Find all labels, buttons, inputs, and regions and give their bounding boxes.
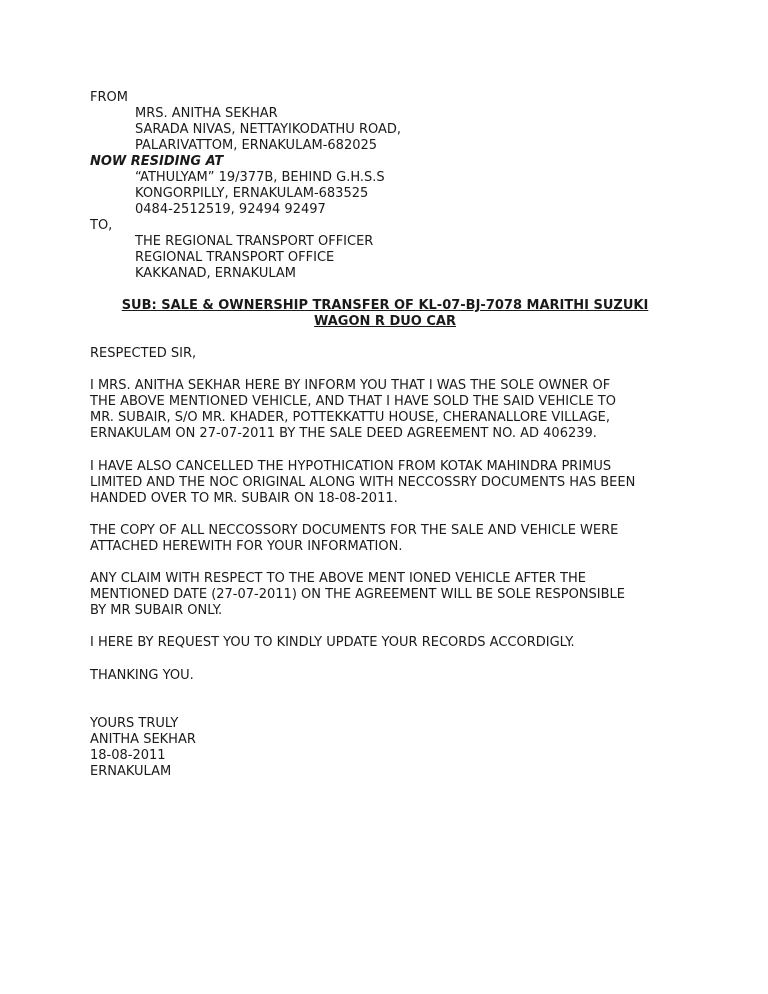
- signatory-name: ANITHA SEKHAR: [90, 732, 196, 747]
- residing-address-line-1: “ATHULYAM” 19/377B, BEHIND G.H.S.S: [135, 170, 385, 185]
- letter-date: 18-08-2011: [90, 748, 166, 763]
- now-residing-label: NOW RESIDING AT: [90, 154, 224, 169]
- residing-phone: 0484-2512519, 92494 92497: [135, 202, 326, 217]
- to-label: TO,: [90, 218, 113, 233]
- paragraph-1-line: THE ABOVE MENTIONED VEHICLE, AND THAT I HAVE SOLD THE SAID VEHICLE TO: [90, 394, 616, 409]
- paragraph-1-line: ERNAKULAM ON 27-07-2011 BY THE SALE DEED AGREEMENT NO. AD 406239.: [90, 426, 597, 441]
- subject-line-1: SUB: SALE & OWNERSHIP TRANSFER OF KL-07-BJ-7078 MARITHI SUZUKI: [121, 298, 649, 313]
- to-recipient-line-3: KAKKANAD, ERNAKULAM: [135, 266, 297, 281]
- paragraph-2-line: HANDED OVER TO MR. SUBAIR ON 18-08-2011.: [90, 491, 398, 506]
- to-recipient-line-2: REGIONAL TRANSPORT OFFICE: [135, 250, 335, 265]
- paragraph-2-line: I HAVE ALSO CANCELLED THE HYPOTHICATION FROM KOTAK MAHINDRA PRIMUS: [90, 459, 612, 474]
- paragraph-2-line: LIMITED AND THE NOC ORIGINAL ALONG WITH NECCOSSRY DOCUMENTS HAS BEEN: [90, 475, 636, 490]
- paragraph-1-line: I MRS. ANITHA SEKHAR HERE BY INFORM YOU THAT I WAS THE SOLE OWNER OF: [90, 378, 611, 393]
- letter-place: ERNAKULAM: [90, 764, 172, 779]
- from-label: FROM: [90, 90, 128, 105]
- thanks-line: THANKING YOU.: [90, 668, 194, 683]
- paragraph-1-line: MR. SUBAIR, S/O MR. KHADER, POTTEKKATTU HOUSE, CHERANALLORE VILLAGE,: [90, 410, 611, 425]
- from-address-line-2: PALARIVATTOM, ERNAKULAM-682025: [135, 138, 378, 153]
- salutation: RESPECTED SIR,: [90, 346, 197, 361]
- from-name: MRS. ANITHA SEKHAR: [135, 106, 278, 121]
- paragraph-4-line: BY MR SUBAIR ONLY.: [90, 603, 223, 618]
- paragraph-4-line: ANY CLAIM WITH RESPECT TO THE ABOVE MENT IONED VEHICLE AFTER THE: [90, 571, 586, 586]
- sign-off: YOURS TRULY: [90, 716, 179, 731]
- paragraph-4-line: MENTIONED DATE (27-07-2011) ON THE AGREEMENT WILL BE SOLE RESPONSIBLE: [90, 587, 625, 602]
- residing-address-line-2: KONGORPILLY, ERNAKULAM-683525: [135, 186, 369, 201]
- paragraph-5-line: I HERE BY REQUEST YOU TO KINDLY UPDATE YOUR RECORDS ACCORDIGLY.: [90, 635, 575, 650]
- to-recipient-line-1: THE REGIONAL TRANSPORT OFFICER: [135, 234, 374, 249]
- paragraph-3-line: THE COPY OF ALL NECCOSSORY DOCUMENTS FOR THE SALE AND VEHICLE WERE: [90, 523, 619, 538]
- from-address-line-1: SARADA NIVAS, NETTAYIKODATHU ROAD,: [135, 122, 402, 137]
- subject-line-2: WAGON R DUO CAR: [313, 314, 457, 329]
- paragraph-3-line: ATTACHED HEREWITH FOR YOUR INFORMATION.: [90, 539, 403, 554]
